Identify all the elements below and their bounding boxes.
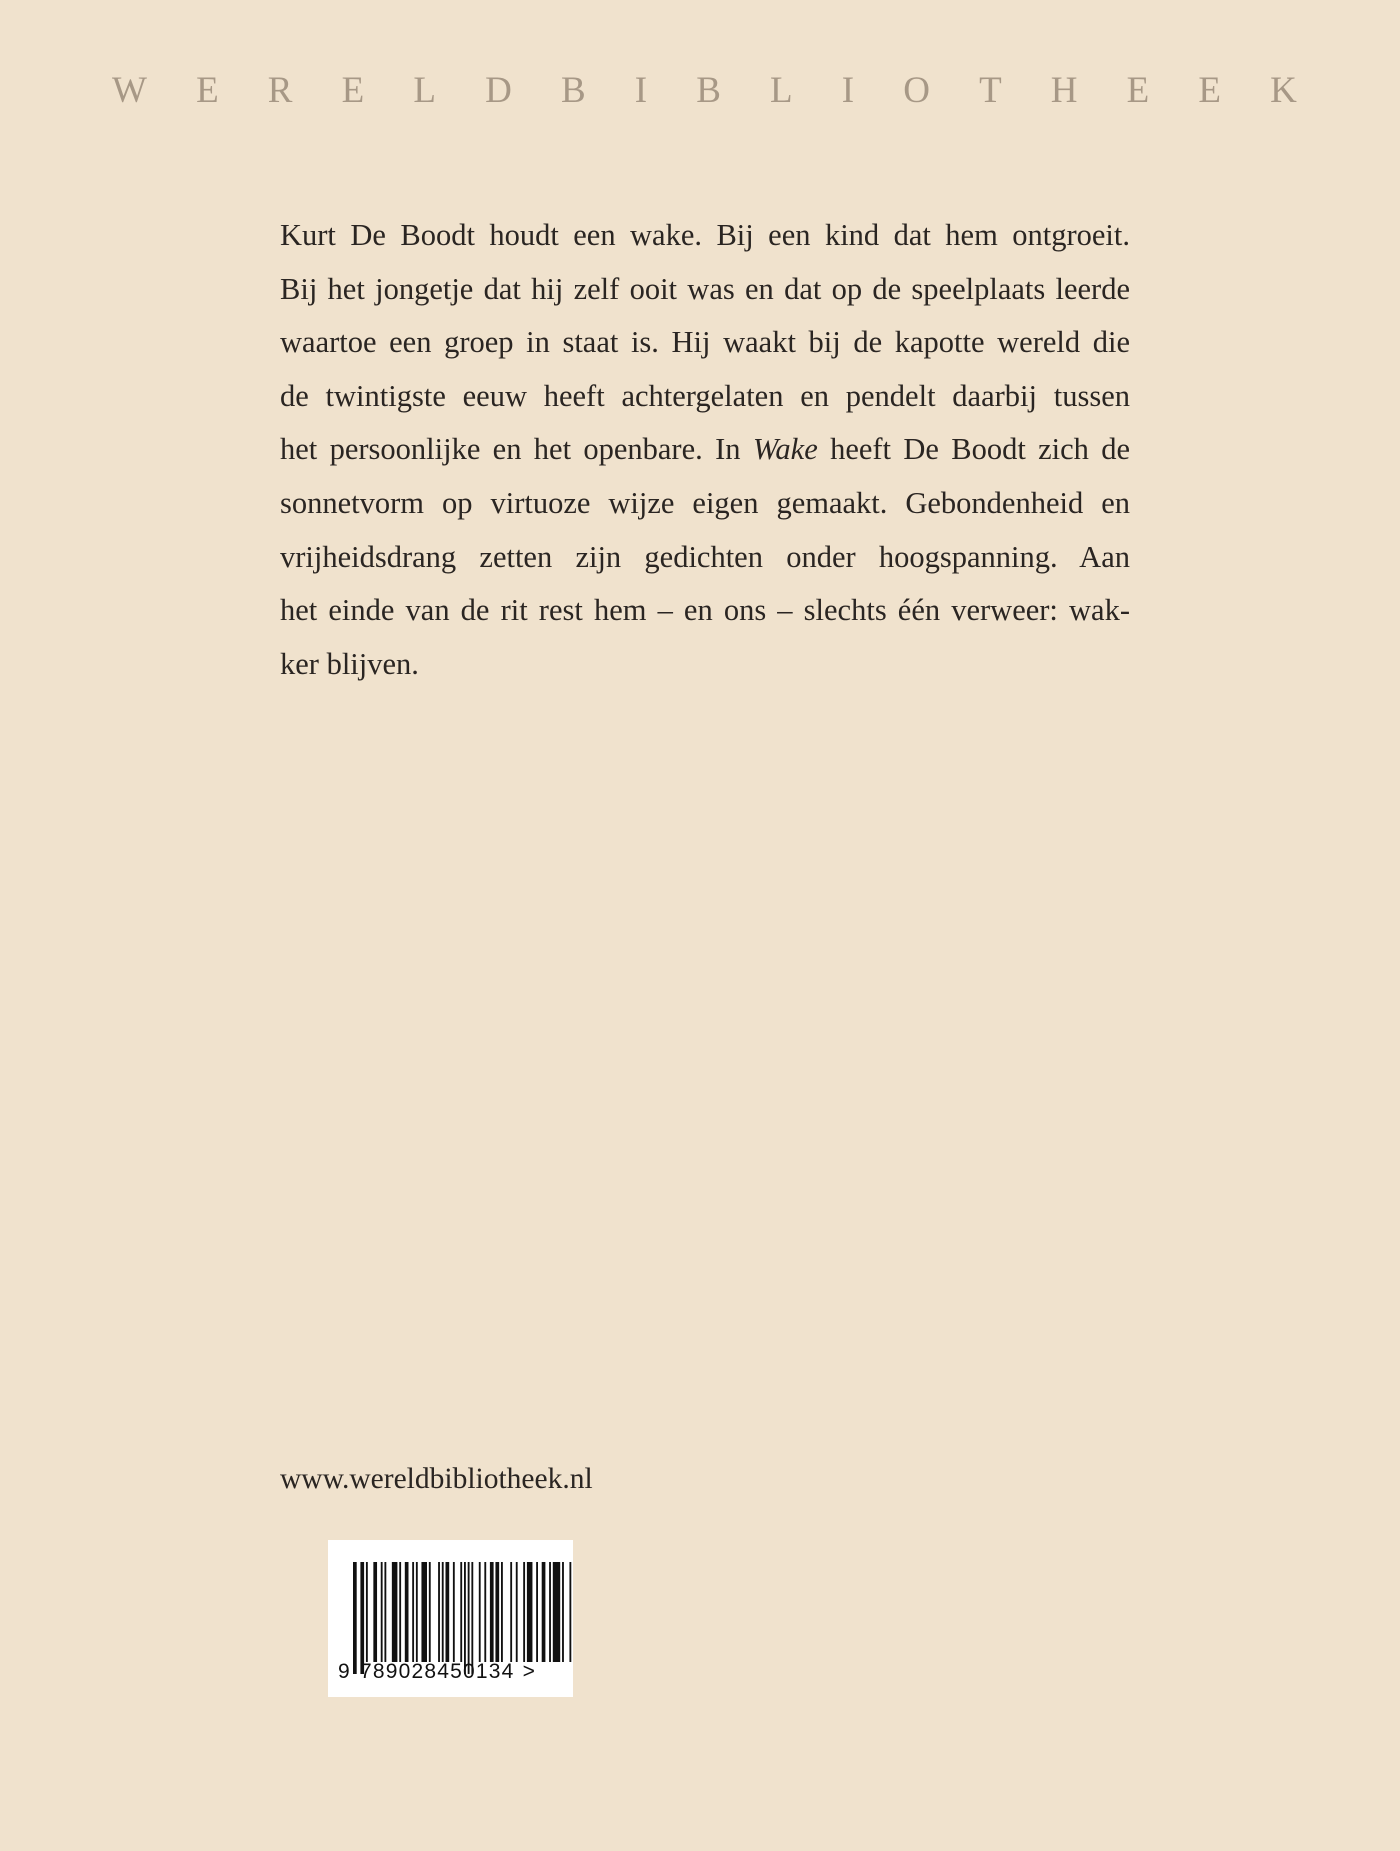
blurb-line: de twintigste eeuw heeft achtergelaten en pendelt daarbij tussen [280,378,1130,413]
publisher-letter: I [634,70,648,111]
blurb-line [280,423,1130,477]
isbn-barcode [328,1540,573,1697]
barcode-bar [416,1562,418,1662]
barcode-bar [495,1562,499,1662]
barcode-bar [569,1562,571,1662]
barcode-bar [392,1562,398,1662]
publisher-letter: E [341,70,365,111]
barcode-bar [442,1562,444,1662]
publisher-letter: D [485,70,512,111]
blurb-line: Kurt De Boodt houdt een wake. Bij een kind dat hem ontgroeit. [280,218,1130,252]
barcode-bar [460,1562,462,1662]
publisher-letter: R [267,70,293,111]
blurb-line: waartoe een groep in staat is. Hij waakt bij de kapotte wereld die [280,325,1130,360]
barcode-lead-digit: 9 [338,1660,350,1683]
blurb-text: heeft De Boodt zich de [817,432,1131,467]
barcode-bar [373,1562,377,1662]
barcode-bar [536,1562,538,1662]
barcode-bar [412,1562,414,1662]
publisher-name [112,72,1297,109]
blurb-line: ker blijven. [280,646,419,681]
publisher-letter: B [696,70,721,111]
publisher-letter: L [770,70,793,111]
publisher-letter: E [1198,70,1221,111]
publisher-letter: B [560,70,586,111]
barcode-bar [384,1562,386,1662]
barcode-bar [479,1562,481,1662]
publisher-letter: L [413,70,436,111]
publisher-website: www.wereldbibliotheek.nl [280,1463,593,1495]
book-title-italic: Wake [752,432,818,467]
barcode-bar [562,1562,564,1662]
publisher-letter: H [1050,70,1078,111]
publisher-letter: W [112,70,147,111]
blurb-line: vrijheidsdrang zetten zijn gedichten onder hoogspanning. Aan [280,539,1130,574]
barcode-bar [399,1562,401,1662]
barcode-number: 789028450134 [360,1660,515,1683]
blurb-line: sonnetvorm op virtuoze wijze eigen gemaakt. Gebondenheid en [280,485,1130,520]
publisher-letter: E [1126,70,1150,111]
barcode-bar [501,1562,503,1662]
publisher-letter: I [841,70,855,111]
barcode-bar [360,1562,364,1674]
barcode-bar [421,1562,427,1662]
publisher-letter: E [196,70,219,111]
barcode-bar [464,1562,466,1674]
blurb-text: het persoonlijke en het openbare. In [280,432,741,467]
barcode-bar [527,1562,533,1662]
barcode-bar [484,1562,486,1662]
publisher-letter: K [1270,70,1297,111]
barcode-digits [338,1660,570,1684]
barcode-bar [549,1562,551,1662]
publisher-letter: T [979,70,1002,111]
barcode-bar [490,1562,494,1662]
cover-blurb [280,209,1130,691]
barcode-bar [453,1562,455,1662]
barcode-bar [516,1562,518,1662]
barcode-bar [438,1562,440,1662]
barcode-bar [446,1562,450,1662]
barcode-bar [405,1562,409,1662]
barcode-arrow: > [522,1660,535,1683]
barcode-bar [553,1562,560,1662]
barcode-bar [523,1562,525,1662]
barcode-bar [381,1562,383,1662]
barcode-bar [353,1562,357,1674]
blurb-line: Bij het jongetje dat hij zelf ooit was en dat op de speelplaats leerde [280,271,1130,306]
publisher-letter: O [903,70,930,111]
barcode-bar [366,1562,368,1662]
barcode-bar [468,1562,470,1674]
blurb-line: het einde van de rit rest hem – en ons – slechts één verweer: wak- [280,593,1130,628]
barcode-bar [510,1562,512,1662]
barcode-bar [471,1562,473,1674]
barcode-bar [542,1562,546,1662]
barcode-bar [429,1562,431,1662]
